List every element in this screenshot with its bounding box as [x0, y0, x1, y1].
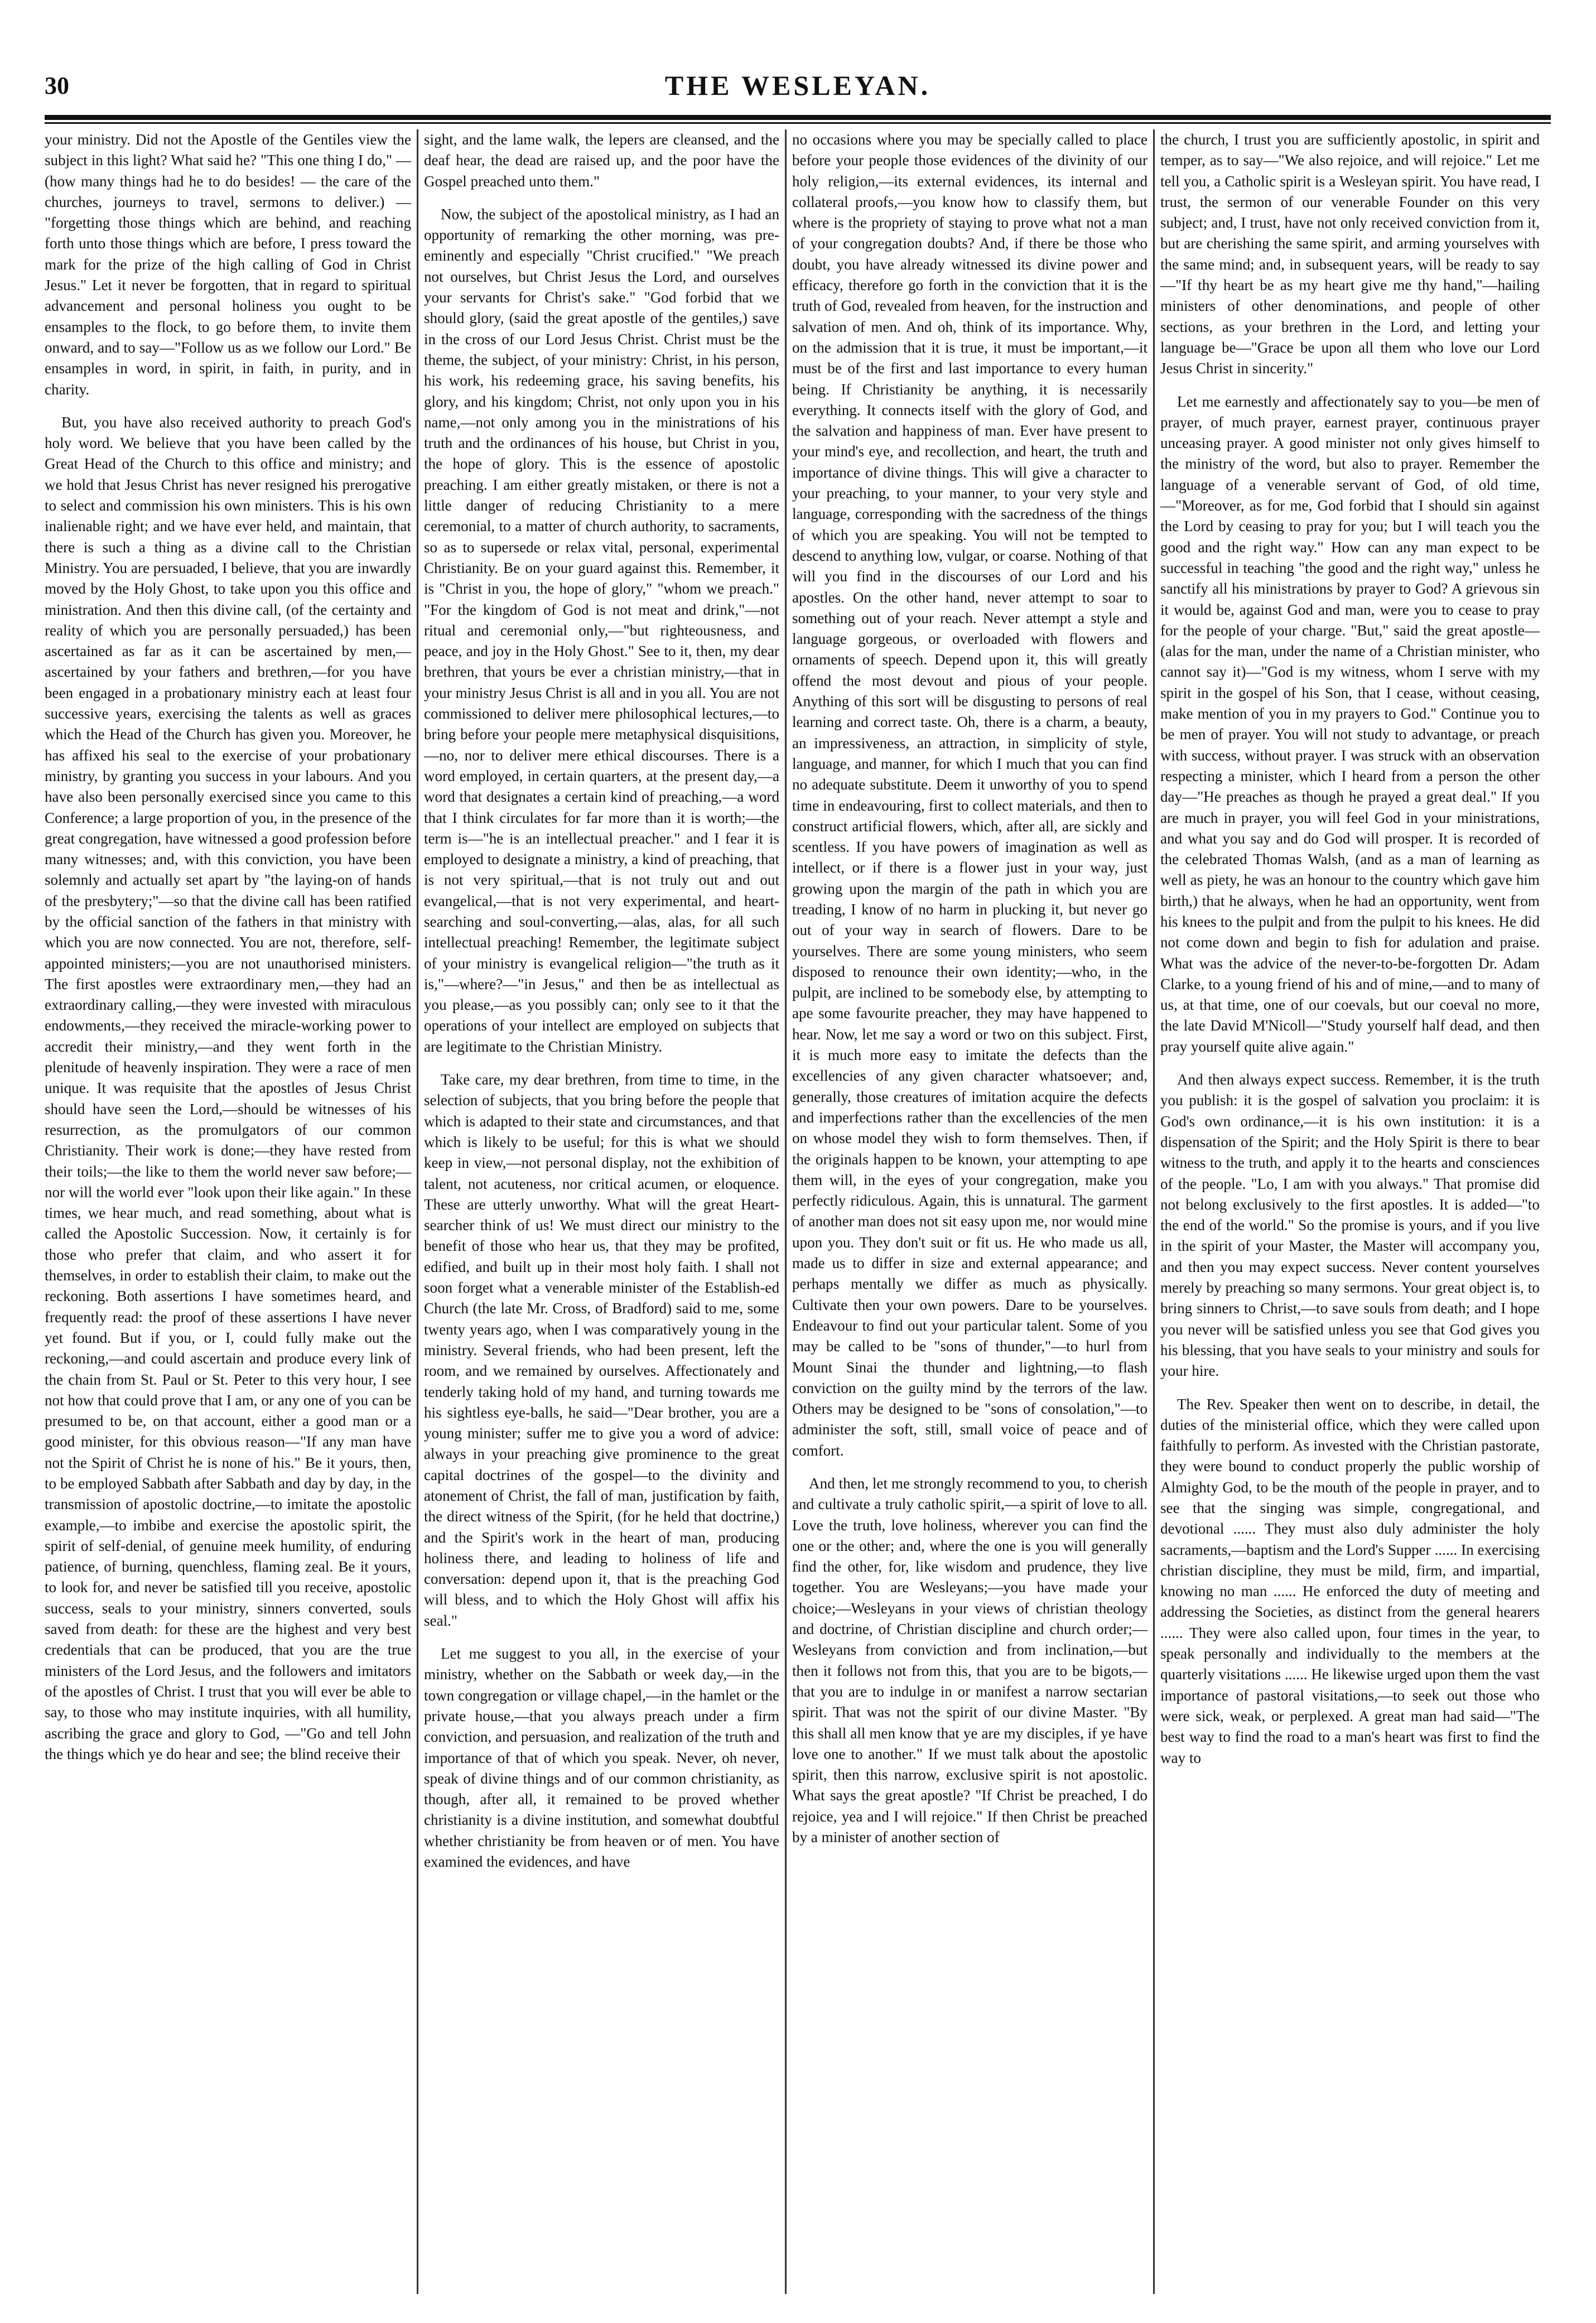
newspaper-page — [45, 61, 1551, 2298]
paragraph: Now, the subject of the apostolical ministry, as I had an opportunity of remarking the other morning, was pre-eminently and especially "Christ crucified." "We preach not ourselves, but Christ Jesus the Lord, and ourselves your servants for Christ's sake." "God forbid that we should glory, (said the great apostle of the gentiles,) save in the cross of our Lord Jesus Christ. Christ must be the theme, the subject, of your ministry: Christ, in his person, his work, his redeeming grace, his saving benefits, his glory, and his kingdom; Christ, not only upon you in his name,—not only among you in the ministrations of his truth and the ordinances of his house, but Christ in you, the hope of glory. This is the essence of apostolic preaching. I am either greatly mistaken, or there is not a little danger of reducing Christianity to a mere ceremonial, to a matter of church authority, to sacraments, so as to supersede or relax vital, personal, experimental Christianity. Be on your guard against this. Remember, it is "Christ in you, the hope of glory," "whom we preach." "For the kingdom of God is not meat and drink,"—not ritual and ceremonial only,—"but righteousness, and peace, and joy in the Holy Ghost." See to it, then, my dear brethren, that yours be ever a christian ministry,—that in your ministry Jesus Christ is all and in you all. You are not commissioned to deliver mere philosophical lectures,—to bring before your people mere metaphysical disquisitions, —no, nor to deliver mere ethical discourses. There is a word employed, in certain quarters, at the present day,—a word that designates a certain kind of preaching,—a word that I think circulates for far more than it is worth;—the term is—"he is an intellectual preacher." and I fear it is employed to designate a ministry, a kind of preaching, that is not very spiritual,—that is not truly out and out evangelical,—that is not very experimental, and heart-searching and soul-converting,—alas, alas, for all such intellectual preaching! Remember, the legitimate subject of your ministry is evangelical religion—"the truth as it is,"—where?—"in Jesus," and then be as intellectual as you please,—as you possibly can; only see to it that the operations of your intellect are employed on subjects that are legitimate to the Christian Ministry. — [424, 205, 779, 1055]
page-header — [45, 61, 1551, 112]
paragraph: Let me earnestly and affectionately say to you—be men of prayer, of much prayer, earnest prayer, continuous prayer unceasing prayer. A good minister not only gives himself to the ministry of the word, but also to prayer. Remember the language of a venerable servant of God, of old time,—"Moreover, as for me, God forbid that I should sin against the Lord by ceasing to pray for you; but I will teach you the good and the right way." How can any man expect to be successful in teaching "the good and the right way," unless he sanctify all his ministrations by prayer to God? A grievous sin it would be, against God and man, were you to cease to pray for the people of your charge. "But," said the great apostle—(alas for the man, under the name of a Christian minister, who cannot say it)—"God is my witness, whom I serve with my spirit in the gospel of his Son, that I cease, without ceasing, make mention of you in my prayers to God." Continue you to be men of prayer. You will not study to advantage, or preach with success, without prayer. I was struck with an observation respecting a minister, which I heard from a person the other day—"He preaches as though he prayed a great deal." If you are much in prayer, you will feel God in your ministrations, and what you say and do God will prosper. It is recorded of the celebrated Thomas Walsh, (and as a man of learning as well as piety, he was an honour to the country which gave him birth,) that he always, when he had an opportunity, went from his knees to the pulpit and from the pulpit to his knees. He did not come down and begin to fish for adulation and praise. What was the advice of the never-to-be-forgotten Dr. Adam Clarke, to a young friend of his and of mine,—and to many of us, at that time, one of our coevals, but our coeval no more, the late David M'Nicoll—"Study yourself half dead, and then pray yourself quite alive again." — [1160, 393, 1540, 1055]
paragraph: Take care, my dear brethren, from time to time, in the selection of subjects, that you bring before the people that which is adapted to their state and circumstances, and that which is likely to be useful; for this is what we should keep in view,—not personal display, not the exhibition of talent, not acuteness, nor critical acumen, or eloquence. These are utterly unworthy. What will the great Heart-searcher think of us! We must direct our ministry to the benefit of those who hear us, that they may be profited, edified, and built up in their most holy faith. I shall not soon forget what a venerable minister of the Establish-ed Church (the late Mr. Cross, of Bradford) said to me, some twenty years ago, when I was comparatively young in the ministry. Several friends, who had been present, left the room, and we remained by ourselves. Affectionately and tenderly taking hold of my hand, and turning towards me his sightless eye-balls, he said—"Dear brother, you are a young minister; suffer me to give you a word of advice: always in your preaching give prominence to the great capital doctrines of the gospel—to the divinity and atonement of Christ, the fall of man, justification by faith, the direct witness of the Spirit, (for he held that doctrine,) and the Spirit's work in the heart of man, producing holiness there, and leading to holiness of life and conversation: depend upon it, that is the preaching God will bless, and to which the Holy Ghost will affix his seal." — [424, 1071, 779, 1629]
column-2 — [418, 129, 787, 2294]
column-4 — [1155, 129, 1540, 2294]
header-rule — [45, 115, 1551, 124]
text-columns — [45, 129, 1551, 2294]
paragraph: sight, and the lame walk, the lepers are cleansed, and the deaf hear, the dead are raised up, and the poor have the Gospel preached unto them." — [424, 131, 779, 190]
paragraph: Let me suggest to you all, in the exercise of your ministry, whether on the Sabbath or week day,—in the town congregation or village chapel,—in the hamlet or the private house,—that you always preach under a firm conviction, and persuasion, and realization of the truth and importance of that of which you speak. Never, oh never, speak of divine things and of our common christianity, as though, after all, it remained to be proved whether christianity is a divine institution, and somewhat doubtful whether christianity be from heaven or of men. You have examined the evidences, and have — [424, 1645, 779, 1871]
paragraph: But, you have also received authority to preach God's holy word. We believe that you have been called by the Great Head of the Church to this office and ministry; and we hold that Jesus Christ has never resigned his prerogative to select and commission his own ministers. This is his own inalienable right; and we have ever held, and maintain, that there is such a thing as a divine call to the Christian Ministry. You are persuaded, I believe, that you are inwardly moved by the Holy Ghost, to take upon you this office and ministration. And then this divine call, (of the certainty and reality of which you are personally persuaded,) has been ascertained as far as it can be ascertained by men,—ascertained by your fathers and brethren,—for you have been engaged in a probationary ministry each at least four successive years, exercising the talents as well as graces which the Head of the Church has given you. Moreover, he has affixed his seal to the exercise of your probationary ministry, by granting you success in your labours. And you have also been personally exercised since you came to this Conference; a large proportion of you, in the presence of the great congregation, have witnessed a good profession before many witnesses; and, with this conviction, you have been solemnly and actually set apart by "the laying-on of hands of the presbytery;"—so that the divine call has been ratified by the official sanction of the fathers in that ministry with which you are now connected. You are not, therefore, self-appointed ministers;—you are not unauthorised ministers. The first apostles were extraordinary men,—they had an extraordinary calling,—they were invested with miraculous endowments,—they received the miracle-working power to accredit their ministry,—and they went forth in the plenitude of heavenly inspiration. They were a race of men unique. It was requisite that the apostles of Jesus Christ should have seen the Lord,—should be witnesses of his resurrection, as the promulgators of our common Christianity. Their work is done;—they have rested from their toils;—the like to them the world never saw before;—nor will the world ever "look upon their like again." In these times, we hear much, and read something, about what is called the Apostolic Succession. Now, it certainly is for those who prefer that claim, and who assert it for themselves, in order to establish their claim, to make out the reckoning. Both assertions I have sometimes heard, and frequently read: the proof of these assertions I have never yet found. But if you, or I, could fully make out the reckoning,—and could ascertain and produce every link of the chain from St. Paul or St. Peter to this very hour, I see not how that could prove that I am, or any one of you can be presumed to be, on that account, either a good man or a good minister, for this obvious reason—"If any man have not the Spirit of Christ he is none of his." Be it yours, then, to be employed Sabbath after Sabbath and day by day, in the transmission of apostolic doctrine,—to imitate the apostolic example,—to imbibe and exercise the apostolic spirit, the spirit of self-denial, of genuine meek humility, of enduring patience, of burning, quenchless, flaming zeal. Be it yours, to look for, and never be satisfied till you receive, apostolic success, seals to your ministry, sinners converted, souls saved from death: for these are the highest and very best credentials that can be produced, that you are the true ministers of the Lord Jesus, and the followers and imitators of the apostles of Christ. I trust that you will ever be able to say, to those who may institute inquiries, with all humility, ascribing the grace and glory to God, —"Go and tell John the things which ye do hear and see; the blind receive their — [45, 413, 411, 1762]
running-title: THE WESLEYAN. — [664, 70, 931, 101]
paragraph: The Rev. Speaker then went on to describe, in detail, the duties of the ministerial office, which they were called upon faithfully to perform. As invested with the Christian pastorate, they were bound to conduct properly the public worship of Almighty God, to be the mouth of the people in prayer, and to see that the singing was simple, congregational, and devotional ...... They must also duly administer the holy sacraments,—baptism and the Lord's Supper ...... In exercising christian discipline, they must be mild, firm, and impartial, knowing no man ...... He enforced the duty of meeting and addressing the Societies, as distinct from the general hearers ...... They were also called upon, four times in the year, to speak personally and individually to the members at the quarterly visitations ...... He likewise urged upon them the vast importance of pastoral visitations,—to seek out those who were sick, weak, or perplexed. A great man had said—"The best way to find the road to a man's heart was first to find the way to — [1160, 1395, 1540, 1766]
paragraph: no occasions where you may be specially called to place before your people those evidences of the divinity of our holy religion,—its external evidences, its internal and collateral proofs,—you know how to classify them, but where is the propriety of staying to prove what not a man of your congregation doubts? And, if there be those who doubt, you have already witnessed its divine power and efficacy, therefore go forth in the conviction that it is the truth of God, revealed from heaven, for the instruction and salvation of men. And oh, think of its importance. Why, on the admission that it is true, it must be important,—it must be of the first and last importance to every human being. If Christianity be anything, it is necessarily everything. It connects itself with the glory of God, and the salvation and happiness of man. Ever have present to your mind's eye, and recollection, and heart, the truth and importance of divine things. This will give a character to your preaching, to your manner, to your very style and language, corresponding with the sacredness of the things of which you are speaking. You will not be tempted to descend to anything low, vulgar, or coarse. Nothing of that will you find in the discourses of our Lord and his apostles. On the other hand, never attempt to soar to something out of your reach. Never attempt a style and language gorgeous, or overloaded with flowers and ornaments of speech. Depend upon it, this will greatly offend the most devout and pious of your people. Anything of this sort will be disgusting to persons of real learning and correct taste. Oh, there is a charm, a beauty, an impressiveness, an attraction, in simplicity of style, language, and manner, for which I much that you can find no adequate substitute. Deem it unworthy of you to spend time in endeavouring, first to collect materials, and then to construct artificial flowers, which, after all, are sickly and scentless. If you have powers of imagination as well as intellect, or if there is a flower just in your way, just growing upon the margin of the path in which you are treading, I know of no harm in plucking it, but never go out of your way in search of flowers. Dare to be yourselves. There are some young ministers, who seem disposed to renounce their own identity;—who, in the pulpit, are inclined to be somebody else, by attempting to ape some favourite preacher, they may have happened to hear. Now, let me say a word or two on this subject. First, it is much more easy to imitate the defects than the excellencies of any given character whatsoever; and, generally, those creatures of imitation acquire the defects and imperfections rather than the excellencies of the men on whose model they wish to form themselves. Then, if the originals happen to be known, your attempting to ape them will, in the eyes of your congregation, make you perfectly ridiculous. Again, this is unnatural. The garment of another man does not sit easy upon me, nor would mine upon you. They don't suit or fit us. He who made us all, made us to differ in size and external appearance; and perhaps mentally we differ as much as physically. Cultivate then your own powers. Dare to be yourselves. Endeavour to find out your particular talent. Some of you may be called to be "sons of thunder,"—to hurl from Mount Sinai the thunder and lightning,—to flash conviction on the guilty mind by the terrors of the law. Others may be designed to be "sons of consolation,"—to administer the soft, still, small voice of peace and of comfort. — [792, 131, 1147, 1459]
paragraph: your ministry. Did not the Apostle of the Gentiles view the subject in this light? What said he? "This one thing I do," — (how many things had he to do besides! — the care of the churches, journeys to travel, sermons to deliver.) — "forgetting those things which are behind, and reaching forth unto those things which are before, I press toward the mark for the prize of the high calling of God in Christ Jesus." Let it never be forgotten, that in regard to spiritual advancement and personal holiness you ought to be ensamples to the flock, to go before them, to invite them onward, and to say—"Follow us as we follow our Lord." Be ensamples in word, in spirit, in faith, in purity, and in charity. — [45, 131, 411, 398]
paragraph: And then always expect success. Remember, it is the truth you publish: it is the gospel of salvation you proclaim: it is God's own ordinance,—it is his own institution: it is a dispensation of the Spirit; and the Holy Spirit is there to bear witness to the truth, and apply it to the hearts and consciences of the people. "Lo, I am with you always." That promise did not belong exclusively to the first apostles. It is added—"to the end of the world." So the promise is yours, and if you live in the spirit of your Master, the Master will accompany you, and then you may expect success. Never content yourselves merely by preaching so many sermons. Your great object is, to bring sinners to Christ,—to save souls from death; and I hope you never will be satisfied unless you see that God gives you his blessing, that you have seals to your ministry and souls for your hire. — [1160, 1071, 1540, 1380]
paragraph: the church, I trust you are sufficiently apostolic, in spirit and temper, as to say—"We also rejoice, and will rejoice." Let me tell you, a Catholic spirit is a Wesleyan spirit. You have read, I trust, the sermon of our venerable Founder on this very subject; and, I trust, have not only received conviction from it, but are cherishing the same spirit, and arming yourselves with the same mind; and, in subsequent years, will be ready to say—"If thy heart be as my heart give me thy hand,"—hailing ministers of other denominations, and people of other sections, as your brethren in the Lord, and letting your language be—"Grace be upon all them who love our Lord Jesus Christ in sincerity." — [1160, 131, 1540, 377]
page-number: 30 — [45, 72, 69, 99]
paragraph: And then, let me strongly recommend to you, to cherish and cultivate a truly catholic spirit,—a spirit of love to all. Love the truth, love holiness, wherever you can find the one or the other; and, where the one is you will generally find the other, for, like wisdom and prudence, they live together. You are Wesleyans;—you have made your choice;—Wesleyans in your views of christian theology and doctrine, of Christian discipline and church order;—Wesleyans from conviction and from inclination,—but then it follows not from this, that you are to be bigots,—that you are to indulge in or manifest a narrow sectarian spirit. That was not the spirit of our divine Master. "By this shall all men know that ye are my disciples, if ye have love one to another." If we must talk about the apostolic spirit, then this narrow, exclusive spirit is not apostolic. What says the great apostle? "If Christ be preached, I do rejoice, yea and I will rejoice." If then Christ be preached by a minister of another section of — [792, 1475, 1147, 1846]
column-3 — [787, 129, 1155, 2294]
column-1 — [45, 129, 418, 2294]
